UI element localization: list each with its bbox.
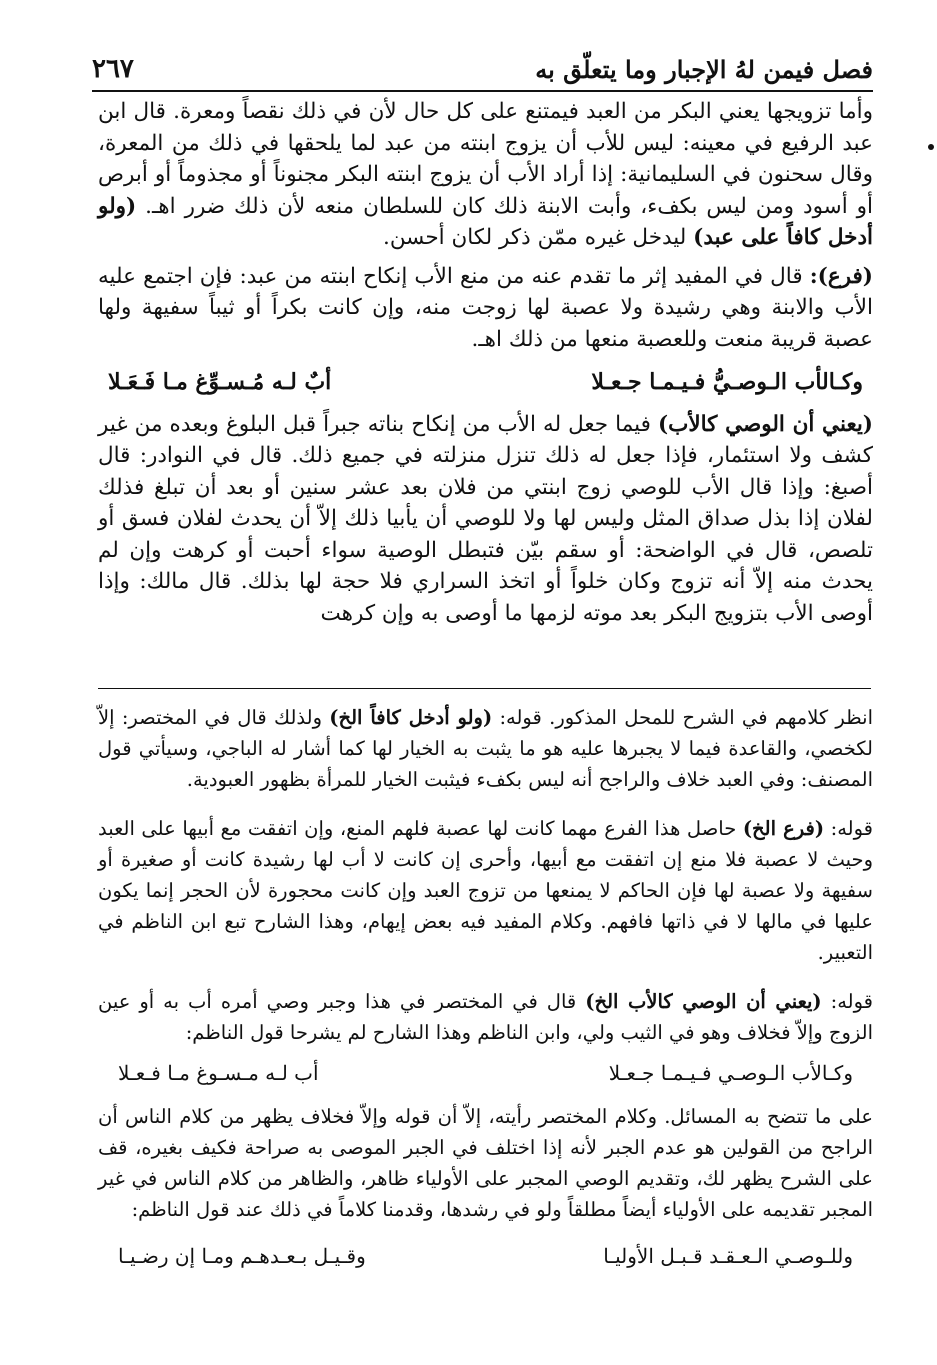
paragraph-text: قال في المفيد إثر ما تقدم عنه من منع الأب إنكاح ابنته من عبد: فإن اجتمع عليه الأب والابنة وهي رشيدة ولا عصبة لها زوجت منه، وإن كانت بكراً أو ثيباً سفيهة ولها عصبة قريبة منعت وللعصبة منعها من ذلك اهـ.	[98, 263, 873, 352]
verse-first-hemistich: وللـوصـي الـعـقـد قـبـل الأوليـا	[603, 1244, 853, 1268]
main-paragraph	[98, 409, 873, 630]
footnote-paragraph	[98, 986, 873, 1048]
main-text	[98, 96, 873, 636]
quoted-phrase: (يعني أن الوصي كالأب)	[657, 411, 873, 437]
verse-second-hemistich: أب لـه مـسـوغ مـا فـعـلا	[118, 1061, 319, 1085]
footnote-paragraph	[98, 702, 873, 795]
page-number: ٢٦٧	[92, 54, 134, 84]
poem-verse	[108, 367, 863, 399]
footnote-verse	[118, 1241, 853, 1272]
quoted-phrase: (ولو أدخل كافاً على عبد)	[98, 193, 873, 250]
margin-dot-icon	[928, 144, 934, 150]
page-header	[92, 44, 873, 92]
footnote-paragraph	[98, 813, 873, 968]
footnote-text: قوله:	[830, 990, 874, 1013]
verse-first-hemistich: وكـالأب الـوصـي فـيـمـا جـعـلا	[608, 1061, 853, 1085]
paragraph-text: وأما تزويجها يعني البكر من العبد فيمتنع على كل حال لأن في ذلك نقصاً ومعرة. قال ابن عبد الرفيع في معينه: ليس للأب أن يزوج ابنته من عبد لما يلحقها في ذلك من المعرة، وقال سحنون في السليمانية: إذا أراد الأب أن يزوج ابنته البكر مجنوناً أو مجذوماً أو أبرص أو أسود ومن ليس بكفء، وأبت الابنة ذلك كان للسلطان منعه لأن ذلك ضرر اهـ.	[98, 99, 873, 219]
quoted-phrase: (يعني أن الوصي كالأب الخ)	[585, 990, 822, 1013]
verse-second-hemistich: وقـيـل بـعـدهـم ومـا إن رضـيـا	[118, 1244, 366, 1268]
paragraph-text: ليدخل غيره ممّن ذكر لكان أحسن.	[382, 225, 687, 250]
verse-second-hemistich: أبٌ لـه مُـسـوِّغ مـا فَـعَـلا	[108, 369, 332, 395]
verse-first-hemistich: وكـالأب الـوصـيُّ فـيـمـا جـعـلا	[591, 369, 863, 395]
main-paragraph	[98, 96, 873, 254]
paragraph-text: فيما جعل له الأب من إنكاح بناته جبراً قبل البلوغ وبعده من غير كشف ولا استئمار، فإذا جعل له ذلك تنزل منزلته في جميع ذلك. قال في النوادر: قال أصبغ: وإذا قال الأب للوصي زوج ابنتي من فلان بعد عشر سنين أو بعد أن تبلغ فذلك لفلان إذا بذل صداق المثل وليس لها ولا للوصي أن يأبيا ذلك إلاّ أن يحدث لفلان فسق أو تلصص، قال في الواضحة: أو سقم بيّن فتبطل الوصية سواء أحبت أو كرهت وإن لم يحدث منه إلاّ أنه تزوج وكان خلواً أو اتخذ السراري فلا حجة لها بذلك. قال مالك: وإذا أوصى الأب بتزويج البكر بعد موته لزمها ما أوصى به وإن كرهت	[98, 411, 873, 626]
quoted-phrase: (فرع):	[809, 263, 873, 289]
footnote-text: قوله:	[830, 817, 873, 840]
footnote-text: حاصل هذا الفرع مهما كانت لها عصبة فلهم المنع، وإن اتفقت مع أبيها على العبد وحيث لا عصبة فلا منع إن اتفقت مع أبيها، وأحرى إن كانت لا أب لها رشيدة كانت أو صغيرة أو سفيهة ولا عصبة لها فإن الحاكم لا يمنعها من تزوج العبد وإن كانت محجورة لأن الحجر إنما يكون عليها في مالها لا في ذاتها فافهم. وكلام المفيد فيه بعض إيهام، وهذا الشارح تبع ابن الناظم في التعبير.	[98, 817, 873, 964]
footnote-divider	[98, 688, 871, 689]
footnote-verse	[118, 1058, 853, 1089]
footnotes	[98, 702, 873, 1272]
footnote-text: ولذلك قال في المختصر: إلاّ لكخصي، والقاعدة فيما لا يجبرها عليه هو ما يثبت به الخيار لها كما أشار له الباجي، وسيأتي قول المصنف: وفي العبد خلاف والراجح أنه ليس بكفء فيثبت الخيار للمرأة بظهور العبودية.	[98, 706, 873, 791]
quoted-phrase: (فرع الخ)	[742, 817, 825, 840]
quoted-phrase: (ولو أدخل كافاً الخ)	[329, 706, 493, 729]
chapter-title: فصل فيمن لهُ الإجبار وما يتعلّق به	[535, 55, 873, 84]
footnote-text: انظر كلامهم في الشرح للمحل المذكور. قوله:	[499, 706, 874, 729]
footnote-text: قال في المختصر في هذا وجبر وصي أمره أب به أو عين الزوج وإلاّ فخلاف وهو في الثيب ولي، وابن الناظم وهذا الشارح لم يشرحا قول الناظم:	[98, 990, 873, 1044]
footnote-text: على ما تتضح به المسائل. وكلام المختصر رأيته، إلاّ أن قوله وإلاّ فخلاف يظهر من كلام الناس أن الراجح من القولين هو عدم الجبر لأنه إذا اختلف في الجبر الموصى به صراحة فكيف بغيره، قف على الشرح يظهر لك، وتقديم الوصي المجبر على الأولياء ظاهر، والظاهر من كلام الناس في غير المجبر تقديمه على الأولياء أيضاً مطلقاً ولو في رشدها، وقدمنا كلاماً في ذلك عند قول الناظم:	[98, 1105, 873, 1221]
main-paragraph	[98, 261, 873, 356]
footnote-paragraph	[98, 1101, 873, 1225]
